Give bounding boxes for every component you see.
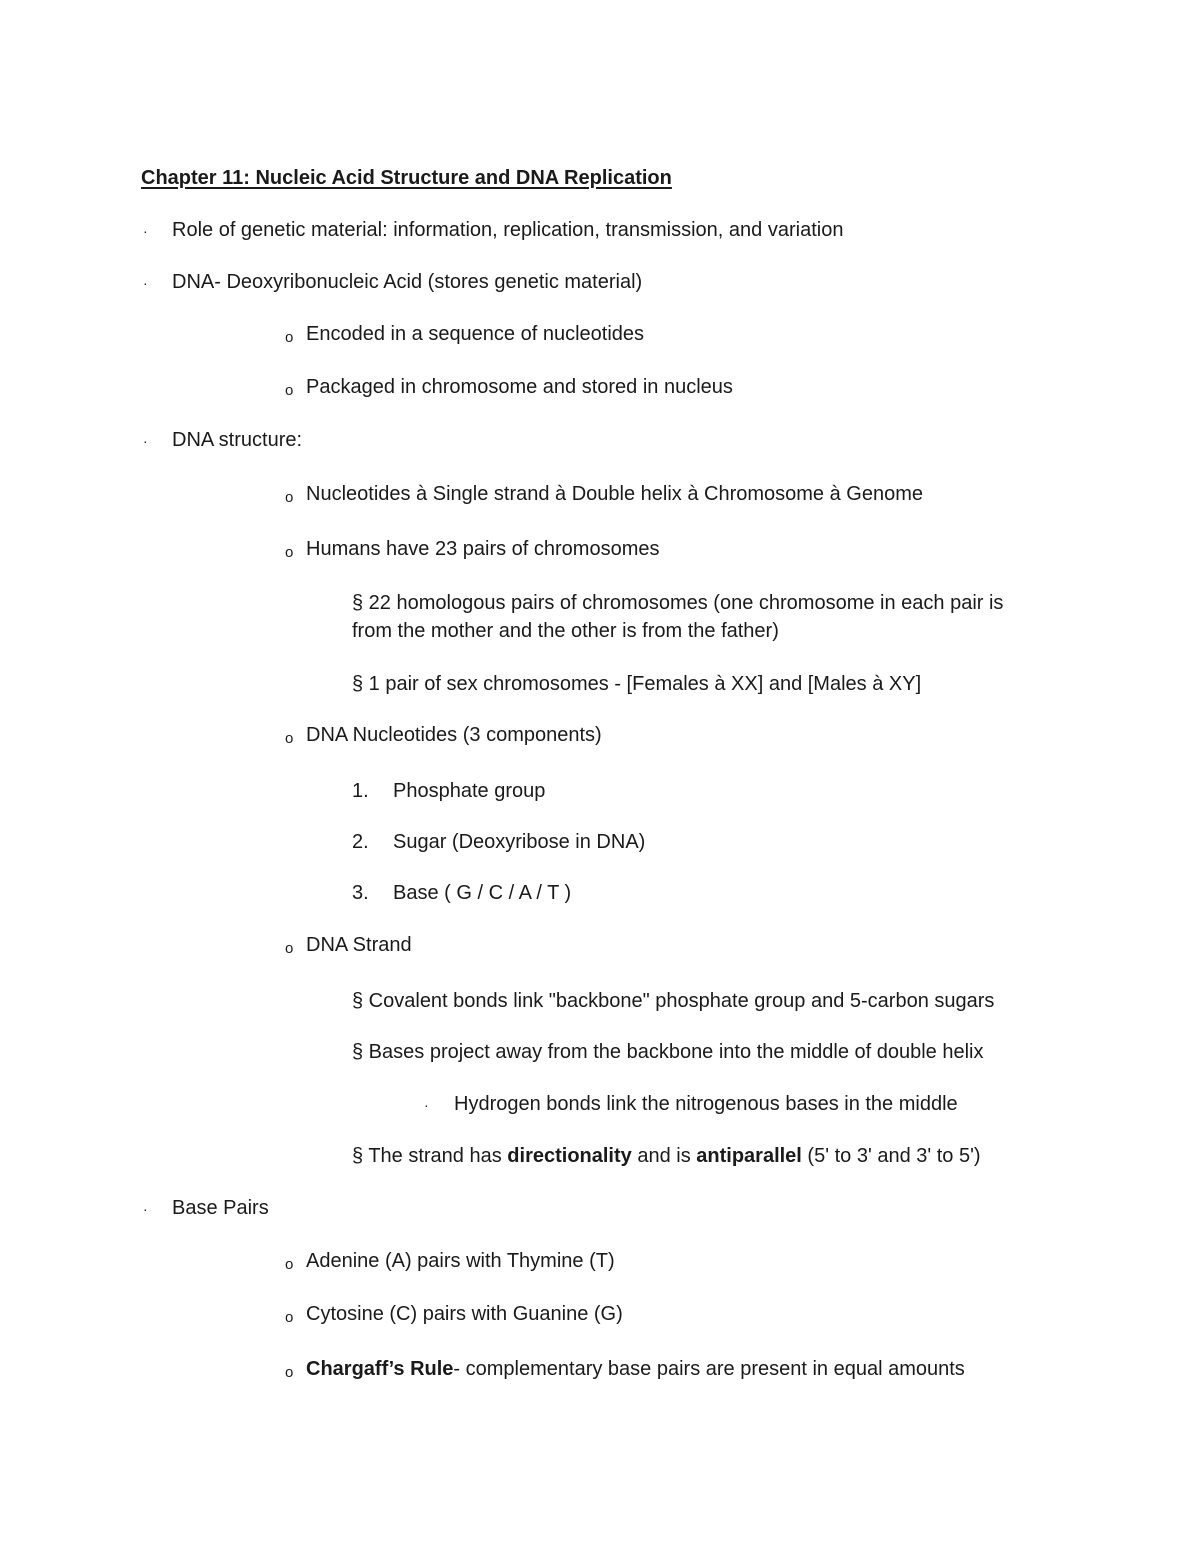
item-dna-nucleotides: DNA Nucleotides (3 components) [306, 724, 602, 746]
list-number: 1. [352, 780, 369, 802]
circle-marker: o [285, 730, 294, 747]
item-cytosine: Cytosine (C) pairs with Guanine (G) [306, 1303, 623, 1325]
item-adenine: Adenine (A) pairs with Thymine (T) [306, 1250, 615, 1272]
list-item: Sugar (Deoxyribose in DNA) [393, 831, 646, 853]
item-hydrogen: Hydrogen bonds link the nitrogenous bases in the middle [454, 1093, 958, 1115]
bullet-marker: · [143, 275, 148, 291]
item-dna: DNA- Deoxyribonucleic Acid (stores genetic material) [172, 271, 643, 293]
bullet-marker: · [143, 1201, 148, 1217]
strand-text-1: § The strand has [352, 1145, 508, 1167]
item-bases-project: § Bases project away from the backbone into the middle of double helix [352, 1041, 984, 1063]
strand-bold-antiparallel: antiparallel [696, 1145, 802, 1167]
item-homologous-line1: § 22 homologous pairs of chromosomes (one chromosome in each pair is [352, 592, 1004, 614]
circle-marker: o [285, 1309, 294, 1326]
strand-text-3: (5' to 3' and 3' to 5') [801, 1145, 981, 1167]
item-dna-strand: DNA Strand [306, 934, 412, 956]
chargaff-bold: Chargaff’s Rule [306, 1358, 454, 1380]
item-packaged: Packaged in chromosome and stored in nucleus [306, 376, 733, 398]
item-covalent: § Covalent bonds link "backbone" phosphate group and 5-carbon sugars [352, 990, 995, 1012]
item-nucleotides-chain: Nucleotides à Single strand à Double helix à Chromosome à Genome [306, 483, 924, 505]
circle-marker: o [285, 544, 294, 561]
bullet-marker: · [143, 223, 148, 239]
list-number: 3. [352, 882, 369, 904]
list-item: Phosphate group [393, 780, 546, 802]
circle-marker: o [285, 382, 294, 399]
page-title: Chapter 11: Nucleic Acid Structure and DNA Replication [141, 167, 672, 189]
circle-marker: o [285, 489, 294, 506]
chargaff-rest: - complementary base pairs are present in equal amounts [453, 1358, 965, 1380]
circle-marker: o [285, 329, 294, 346]
circle-marker: o [285, 1364, 294, 1381]
item-encoded: Encoded in a sequence of nucleotides [306, 323, 645, 345]
strand-text-2: and is [631, 1145, 697, 1167]
item-chargaff [306, 1355, 965, 1383]
item-sex-chromosomes: § 1 pair of sex chromosomes - [Females à XX] and [Males à XY] [352, 673, 922, 695]
list-item: Base ( G / C / A / T ) [393, 882, 572, 904]
circle-marker: o [285, 1256, 294, 1273]
bullet-marker: · [424, 1097, 429, 1113]
item-humans: Humans have 23 pairs of chromosomes [306, 538, 660, 560]
item-base-pairs: Base Pairs [172, 1197, 269, 1219]
list-number: 2. [352, 831, 369, 853]
bullet-marker: · [143, 433, 148, 449]
item-role: Role of genetic material: information, replication, transmission, and variation [172, 219, 844, 241]
strand-bold-directionality: directionality [507, 1145, 632, 1167]
item-structure: DNA structure: [172, 429, 303, 451]
circle-marker: o [285, 940, 294, 957]
item-homologous-line2: from the mother and the other is from the father) [352, 620, 779, 642]
item-strand-directionality [352, 1142, 981, 1170]
